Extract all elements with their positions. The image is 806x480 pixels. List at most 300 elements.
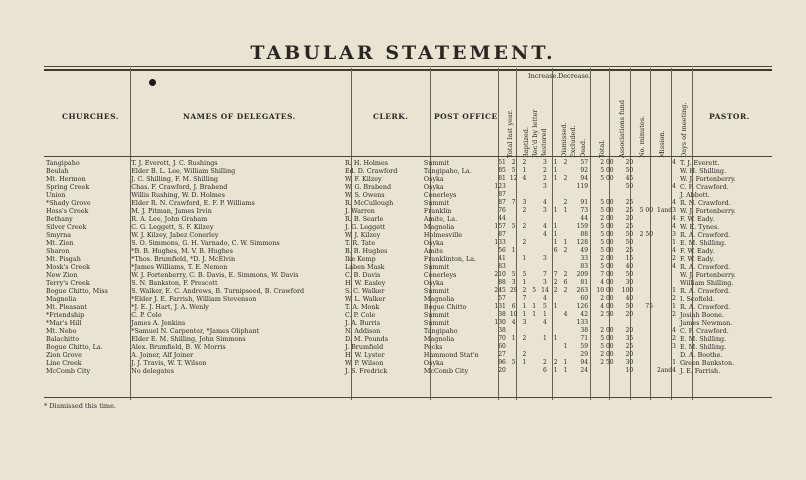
delegates-cell: C. P. Cole (131, 311, 162, 319)
excluded-cell (551, 255, 561, 263)
dead-cell (561, 167, 571, 175)
total-cell: 209 (576, 271, 589, 278)
mission-cell (635, 319, 655, 327)
restored-cell (529, 199, 539, 207)
clerk-cell: H. W. Lyster (344, 351, 385, 359)
dismissed-cell: 7 (543, 271, 547, 278)
days-of-meeting-cell (655, 351, 678, 359)
total-cell: 73 (580, 207, 589, 214)
church-cell: Spring Creek (46, 183, 90, 191)
total-last-year-cell: 38 (498, 311, 506, 318)
post-office-cell: Franklin (423, 207, 452, 215)
minutes-cell: 10 (625, 367, 634, 374)
table-row (44, 255, 772, 263)
restored-cell (529, 191, 539, 199)
minutes-cell: 50 (625, 183, 634, 190)
baptized-cell: 29 (509, 287, 518, 294)
total-last-year-cell: 56 (498, 247, 506, 254)
pastor-cell: William Shilling. (679, 279, 734, 287)
post-office-cell: Tangipaho, La. (423, 167, 472, 175)
delegates-cell: J. C. Shilling, F. M. Shilling (131, 175, 219, 183)
total-last-year-cell: 70 (498, 335, 506, 342)
header-restored: Restored (540, 128, 548, 158)
mission-cell (635, 287, 655, 295)
total-last-year-cell: 44 (498, 215, 506, 222)
baptized-cell: 6 (511, 303, 516, 310)
delegates-cell: No delegates (131, 367, 174, 375)
excluded-cell (551, 263, 561, 271)
total-last-year-cell: 76 (498, 207, 506, 214)
total-cell: 29 (580, 351, 589, 358)
header-dead: Dead. (579, 138, 587, 158)
mission-cell (635, 223, 655, 231)
dead-cell: 2 (563, 247, 568, 254)
header-no-minutes: No. minutes. (638, 115, 646, 158)
dismissed-cell: 4 (543, 231, 547, 238)
dead-cell: 1 (563, 359, 568, 366)
total-last-year-cell: 245 (494, 287, 506, 294)
church-cell: Hoss's Creek (46, 207, 89, 215)
associational-fund-cell: 5 00 (600, 207, 614, 214)
total-last-year-cell: 130 (494, 319, 506, 326)
total-cell: 126 (576, 303, 589, 310)
minutes-cell: 20 (625, 159, 634, 166)
total-last-year-cell: 60 (498, 343, 506, 350)
dead-cell (561, 231, 571, 239)
mission-cell (635, 335, 655, 343)
days-of-meeting-cell: 4 (672, 223, 676, 230)
excluded-cell (551, 215, 561, 223)
post-office-cell: Conerleys (423, 191, 457, 199)
days-of-meeting-cell: 1 (672, 359, 676, 366)
excluded-cell (551, 343, 561, 351)
recd-by-letter-cell (520, 263, 530, 271)
associational-fund-cell: 2 00 (600, 159, 614, 166)
post-office-cell: Magnolia (423, 223, 455, 231)
minutes-cell: 25 (625, 207, 634, 214)
header-recd-by-letter: Rec'd by letter (531, 109, 539, 158)
total-last-year-cell: 38 (498, 327, 506, 334)
dead-cell (561, 223, 571, 231)
baptized-cell: 3 (511, 279, 516, 286)
clerk-cell: R. McCullough (344, 199, 394, 207)
clerk-cell: J. Warren (344, 207, 375, 215)
minutes-cell: 40 (625, 295, 634, 302)
clerk-cell: R. B. Searle (344, 215, 384, 223)
excluded-cell (551, 311, 561, 319)
total-last-year-cell: 157 (494, 223, 506, 230)
post-office-cell: Osyka (423, 239, 444, 247)
church-cell: Mt. Pleasant (46, 303, 87, 311)
total-last-year-cell: 57 (498, 295, 506, 302)
associational-fund-cell: 5 00 (600, 263, 614, 270)
post-office-cell: Conerleys (423, 271, 457, 279)
recd-by-letter-cell: 1 (522, 255, 527, 262)
church-cell: Magnolia (46, 295, 77, 303)
clerk-cell: H. W. Easley (344, 279, 386, 287)
recd-by-letter-cell: 1 (522, 311, 527, 318)
delegates-cell: *Thos. Brumfield, *D. J. McElvin (131, 255, 236, 263)
total-cell: 81 (580, 279, 589, 286)
days-of-meeting-cell: 1 (672, 239, 676, 246)
restored-cell (529, 239, 539, 247)
days-of-meeting-cell (655, 175, 678, 183)
associational-fund-cell: 2 00 (600, 327, 614, 334)
post-office-cell: Summit (423, 159, 450, 167)
post-office-cell: McComb City (423, 367, 469, 375)
minutes-cell: 20 (625, 327, 634, 334)
dismissed-cell: 2 (543, 175, 547, 182)
recd-by-letter-cell (520, 231, 530, 239)
baptized-cell: 5 (511, 223, 516, 230)
associational-fund-cell: 5 00 (600, 343, 614, 350)
mission-cell (635, 183, 655, 191)
dead-cell (561, 191, 571, 199)
pastor-cell: D. A. Boothe. (679, 351, 723, 359)
total-cell: 71 (580, 335, 589, 342)
table-row (44, 335, 772, 343)
restored-cell (529, 247, 539, 255)
baptized-cell (508, 239, 520, 247)
dismissed-cell (539, 191, 551, 199)
delegates-cell: T. J. Everett, J. C. Rushings (131, 159, 218, 167)
total-cell: 92 (580, 167, 589, 174)
post-office-cell: Summit (423, 319, 450, 327)
associational-fund-cell: 2 00 (600, 351, 614, 358)
restored-cell (529, 319, 539, 327)
dead-cell: 2 (563, 287, 568, 294)
days-of-meeting-cell: 3 (672, 231, 676, 238)
days-of-meeting-cell: 4 (672, 159, 676, 166)
baptized-cell: 2 (511, 159, 516, 166)
table-row (44, 247, 772, 255)
minutes-cell: 50 (625, 167, 634, 174)
total-cell: 119 (576, 183, 589, 190)
pastor-cell: F. W. Eady. (679, 215, 715, 223)
total-last-year-cell: 96 (498, 359, 506, 366)
excluded-cell: 1 (553, 207, 558, 214)
dead-cell: 1 (563, 239, 568, 246)
dismissed-cell: 3 (543, 255, 547, 262)
clerk-cell: N. Addison (344, 327, 381, 335)
recd-by-letter-cell: 2 (522, 223, 527, 230)
ink-dot (149, 79, 156, 86)
total-cell: 94 (580, 359, 589, 366)
church-cell: Mosk's Creek (46, 263, 90, 271)
minutes-cell: 25 (625, 199, 634, 206)
minutes-cell: 50 (625, 231, 634, 238)
post-office-cell: Osyka (423, 359, 444, 367)
church-cell: McComb City (46, 367, 91, 375)
table-row (44, 287, 772, 295)
restored-cell: 1 (532, 303, 537, 310)
mission-cell (635, 263, 655, 271)
page-title: TABULAR STATEMENT. (250, 42, 556, 64)
days-of-meeting-cell: 3 (672, 343, 676, 350)
clerk-cell: T. R. Tate (344, 239, 376, 247)
total-last-year-cell: 123 (494, 183, 506, 190)
mission-cell (635, 247, 655, 255)
restored-cell (529, 159, 539, 167)
baptized-cell: 4 (511, 319, 516, 326)
associational-fund-cell (590, 319, 616, 327)
associational-fund-cell: 2 50 (600, 359, 614, 366)
clerk-cell: R. H. Holmes (344, 159, 389, 167)
total-cell: 44 (580, 215, 589, 222)
days-of-meeting-cell: 4 (672, 215, 676, 222)
minutes-cell: 50 (625, 303, 634, 310)
header-total: Total. (598, 139, 606, 158)
days-of-meeting-cell: 2 (672, 335, 676, 342)
excluded-cell: 7 (553, 271, 558, 278)
restored-cell (529, 327, 539, 335)
recd-by-letter-cell: 2 (522, 287, 527, 294)
clerk-cell: W. F. Kilzey (344, 175, 382, 183)
restored-cell (529, 351, 539, 359)
clerk-cell: J. A. Burris (344, 319, 381, 327)
delegates-cell: W. J. Kilzey, Jabez Conerley (131, 231, 219, 239)
dismissed-cell (539, 343, 551, 351)
total-cell: 83 (580, 263, 589, 270)
church-cell: Bethany (46, 215, 73, 223)
dead-cell (561, 327, 571, 335)
restored-cell (529, 223, 539, 231)
table-row (44, 215, 772, 223)
header-days-of-meeting: Days of meeting. (680, 102, 688, 158)
recd-by-letter-cell (520, 191, 530, 199)
table-row (44, 191, 772, 199)
church-cell: New Zion (46, 271, 78, 279)
post-office-cell: Franklinton, La. (423, 255, 477, 263)
restored-cell (529, 215, 539, 223)
delegates-cell: *J. E. J. Hart, J. A. Wenly (131, 303, 209, 311)
excluded-cell: 1 (553, 159, 558, 166)
header-increase: Increase. (528, 72, 559, 80)
church-cell: Silver Creek (46, 223, 87, 231)
restored-cell (529, 263, 539, 271)
dead-cell (561, 183, 571, 191)
total-cell: 33 (580, 255, 589, 262)
recd-by-letter-cell (520, 247, 530, 255)
excluded-cell: 1 (553, 167, 558, 174)
delegates-cell: Elder B. L. Lee, William Shilling (131, 167, 236, 175)
pastor-cell: W. E. Tynes. (679, 223, 720, 231)
dismissed-cell (539, 239, 551, 247)
post-office-cell: Summit (423, 311, 450, 319)
mission-cell: 75 (645, 303, 654, 310)
clerk-cell: Ike Kemp (344, 255, 376, 263)
dismissed-cell: 5 (543, 303, 547, 310)
recd-by-letter-cell: 1 (522, 303, 527, 310)
total-last-year-cell: 88 (498, 279, 506, 286)
post-office-cell: Magnolia (423, 335, 455, 343)
minutes-cell (616, 319, 636, 327)
dead-cell: 2 (563, 159, 568, 166)
post-office-cell: Summit (423, 263, 450, 271)
restored-cell (529, 175, 539, 183)
dismissed-cell: 4 (543, 223, 547, 230)
table-row (44, 175, 772, 183)
recd-by-letter-cell: 5 (522, 271, 527, 278)
baptized-cell: 5 (511, 359, 516, 366)
mission-cell (635, 279, 655, 287)
delegates-cell: C. G. Leggett, S. F. Kilzey (131, 223, 214, 231)
restored-cell (529, 231, 539, 239)
associational-fund-cell: 2 00 (600, 295, 614, 302)
mission-cell: 2 50 (639, 231, 654, 238)
delegates-cell: *Samuel N. Carpenter, *James Oliphant (131, 327, 260, 335)
church-cell: Tangipaho (46, 159, 80, 167)
restored-cell (529, 343, 539, 351)
days-of-meeting-cell: 4 (672, 247, 676, 254)
baptized-cell (508, 207, 520, 215)
total-cell: 59 (580, 343, 589, 350)
delegates-cell: M. J. Pitman, James Irvin (131, 207, 212, 215)
pastor-cell: James Newman. (679, 319, 733, 327)
header-churches: CHURCHES. (62, 112, 119, 121)
clerk-cell: W. J. Kilzey (344, 231, 381, 239)
days-of-meeting-cell: 4 (672, 199, 676, 206)
total-cell (570, 191, 590, 199)
church-cell: Line Creek (46, 359, 82, 367)
recd-by-letter-cell: 4 (522, 175, 527, 182)
baptized-cell (508, 231, 520, 239)
total-cell: 38 (580, 327, 589, 334)
recd-by-letter-cell: 7 (522, 295, 527, 302)
header-baptized: Baptized. (522, 126, 530, 158)
excluded-cell: 2 (553, 359, 558, 366)
excluded-cell: 1 (553, 239, 558, 246)
header-mission: Mission. (658, 130, 666, 158)
table-row (44, 207, 772, 215)
minutes-cell: 25 (625, 343, 634, 350)
mission-cell (635, 159, 655, 167)
recd-by-letter-cell (520, 343, 530, 351)
table-row (44, 263, 772, 271)
recd-by-letter-cell: 3 (522, 319, 527, 326)
days-of-meeting-cell: 4 (672, 183, 676, 190)
dismissed-cell: 2 (543, 167, 547, 174)
clerk-cell: J. S. Fredrick (344, 367, 388, 375)
recd-by-letter-cell: 3 (522, 199, 527, 206)
total-cell: 57 (580, 159, 589, 166)
dead-cell: 2 (563, 175, 568, 182)
associational-fund-cell: 5 00 (600, 239, 614, 246)
post-office-cell: Amite, La. (423, 215, 458, 223)
minutes-cell: 25 (625, 223, 634, 230)
associational-fund-cell: 5 00 (600, 247, 614, 254)
table-row (44, 319, 772, 327)
associational-fund-cell: 5 00 (600, 231, 614, 238)
table-body (44, 159, 772, 375)
minutes-cell: 20 (625, 215, 634, 222)
restored-cell (529, 167, 539, 175)
header-clerk: CLERK. (373, 112, 409, 121)
table-row (44, 159, 772, 167)
mission-cell (635, 311, 655, 319)
associational-fund-cell: 4 00 (600, 279, 614, 286)
days-of-meeting-cell: 1 (672, 287, 676, 294)
church-cell: Bogue Chitto, La. (46, 343, 103, 351)
pastor-cell: E. M. Shilling. (679, 239, 727, 247)
days-of-meeting-cell (655, 319, 678, 327)
associational-fund-cell: 10 00 (596, 287, 614, 294)
pastor-cell: J. E. Farrish. (679, 367, 721, 375)
associational-fund-cell (590, 183, 616, 191)
church-cell: Terry's Creek (46, 279, 90, 287)
header-dismissed: Dismissed. (560, 122, 568, 158)
associational-fund-cell: 2 00 (600, 255, 614, 262)
restored-cell (529, 367, 539, 375)
restored-cell: 5 (532, 287, 537, 294)
excluded-cell: 1 (553, 303, 558, 310)
excluded-cell: 2 (553, 287, 558, 294)
pastor-cell: C. F. Crawford. (679, 183, 729, 191)
excluded-cell: 6 (553, 247, 558, 254)
associational-fund-cell: 4 00 (600, 303, 614, 310)
dismissed-cell: 3 (543, 159, 547, 166)
excluded-cell: 1 (553, 175, 558, 182)
delegates-cell: Elder E. M. Shilling, John Simmons (131, 335, 246, 343)
associational-fund-cell: 5 00 (600, 223, 614, 230)
excluded-cell (551, 183, 561, 191)
associational-fund-cell (590, 191, 616, 199)
post-office-cell: Pecks (423, 343, 443, 351)
days-of-meeting-cell: 4 (672, 327, 676, 334)
clerk-cell: S. C. Walker (344, 287, 385, 295)
baptized-cell: 7 (511, 199, 516, 206)
dead-cell (561, 215, 571, 223)
mission-cell (635, 255, 655, 263)
header-decrease: Decrease. (558, 72, 591, 80)
baptized-cell: 1 (511, 335, 516, 342)
dead-cell: 2 (563, 199, 568, 206)
table-row (44, 327, 772, 335)
table-row (44, 295, 772, 303)
minutes-cell: 15 (625, 255, 634, 262)
post-office-cell: Hammond Stat'n (423, 351, 479, 359)
clerk-cell: C. P. Cole (344, 311, 376, 319)
church-cell: Mt. Zion (46, 239, 74, 247)
mission-cell (635, 295, 655, 303)
church-cell: Union (46, 191, 66, 199)
mission-cell (635, 199, 655, 207)
total-cell: 263 (576, 287, 589, 294)
recd-by-letter-cell: 2 (522, 351, 527, 358)
dismissed-cell: 4 (543, 199, 547, 206)
total-last-year-cell: 41 (498, 255, 506, 262)
total-last-year-cell: 133 (494, 239, 506, 246)
total-cell: 133 (576, 319, 589, 326)
associational-fund-cell: 2 50 (600, 311, 614, 318)
dead-cell (561, 255, 571, 263)
top-rule-thick (44, 69, 772, 71)
dismissed-cell: 3 (543, 183, 547, 190)
delegates-cell: Willis Rushing, W. D. Holmes (131, 191, 225, 199)
dismissed-cell (539, 351, 551, 359)
mission-cell (635, 175, 655, 183)
associational-fund-cell: 5 00 (600, 167, 614, 174)
mission-cell (635, 271, 655, 279)
baptized-cell: 5 (511, 271, 516, 278)
church-cell: Zion Grove (46, 351, 82, 359)
restored-cell (529, 335, 539, 343)
delegates-cell: R. A. Lee, John Graham (131, 215, 208, 223)
table-row (44, 183, 772, 191)
restored-cell (529, 295, 539, 303)
pastor-cell: R. A. Crawford. (679, 231, 731, 239)
church-cell: Mt. Hermon (46, 175, 86, 183)
